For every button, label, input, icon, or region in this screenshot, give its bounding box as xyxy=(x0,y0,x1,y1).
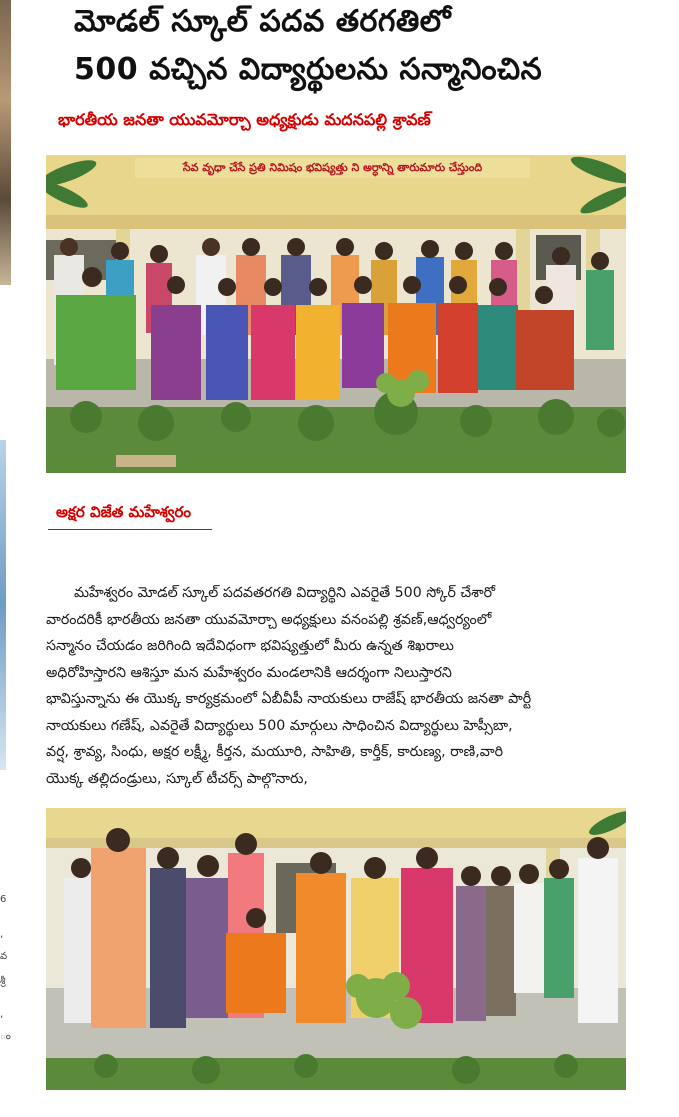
body-line: నాయకులు గణేష్, ఎవరైతే విద్యార్థులు 500 మార్గులు సాధించిన విద్యార్థులు హెప్సీబా, xyxy=(46,717,513,734)
adjacent-photo-fragment-blue xyxy=(0,440,6,770)
body-line: వారందరికీ భారతీయ జనతా యువమోర్చా అధ్యక్షులు వనంపల్లి శ్రవణ్,ఆధ్వర్యంలో xyxy=(46,611,492,628)
article-body xyxy=(46,580,628,792)
photo-banner-slogan: సేవ వృధా చేసే ప్రతి నిమిషం భవిష్యత్తు ని అర్ధాన్ని తారుమారు చేస్తుంది xyxy=(135,158,530,178)
body-line: సన్మానం చేయడం జరిగింది ఇదేవిధంగా భవిష్యత్తులో మీరు ఉన్నత శిఖరాలు xyxy=(46,638,454,654)
byline-underline xyxy=(48,529,212,530)
strip-char: 6 xyxy=(0,894,7,905)
subheadline: భారతీయ జనతా యువమోర్చా అధ్యక్షుడు మదనపల్లి శ్రావణ్ xyxy=(58,110,431,129)
body-line: అధిరోహిస్తారని ఆశిస్తూ మన మహేశ్వరం మండలానికి ఆదర్శంగా నిలుస్తారని xyxy=(46,664,452,681)
adjacent-photo-fragment xyxy=(0,0,11,285)
body-line: భావిస్తున్నాను ఈ యొక్క కార్యక్రమంలో ఏబీవీపీ నాయకులు రాజేష్ భారతీయ జనతా పార్టీ xyxy=(46,691,532,707)
strip-char: వ xyxy=(0,951,8,962)
group-photo xyxy=(46,155,626,473)
adjacent-page-strip xyxy=(0,0,12,1117)
body-line: యొక్క తల్లిదండ్రులు, స్కూల్ టీచర్స్ పాల్గొనారు, xyxy=(46,770,308,787)
strip-char: ం xyxy=(0,1031,11,1042)
strip-char: , xyxy=(0,929,4,940)
felicitation-photo xyxy=(46,808,626,1090)
headline-line-2: 500 వచ్చిన విద్యార్థులను సన్మానించిన xyxy=(74,52,543,87)
strip-char: శ్రీ xyxy=(0,976,6,987)
strip-char: , xyxy=(0,1009,4,1020)
byline: అక్షర విజేత మహేశ్వరం xyxy=(56,503,191,521)
group-photo-illustration xyxy=(46,155,626,473)
body-line: వర్ష, శ్రావ్య, సింధు, అక్షర లక్ష్మీ, కీర్తన, మయూరి, సాహితి, కార్తీక్, కారుణ్య, రాణి,వారి xyxy=(46,744,503,760)
body-line: మహేశ్వరం మోడల్ స్కూల్ పదవతరగతి విద్యార్థిని ఎవరైతే 500 స్కోర్ చేశారో xyxy=(74,585,496,601)
headline-line-1: మోడల్ స్కూల్ పదవ తరగతిలో xyxy=(74,4,452,39)
felicitation-photo-illustration xyxy=(46,808,626,1090)
